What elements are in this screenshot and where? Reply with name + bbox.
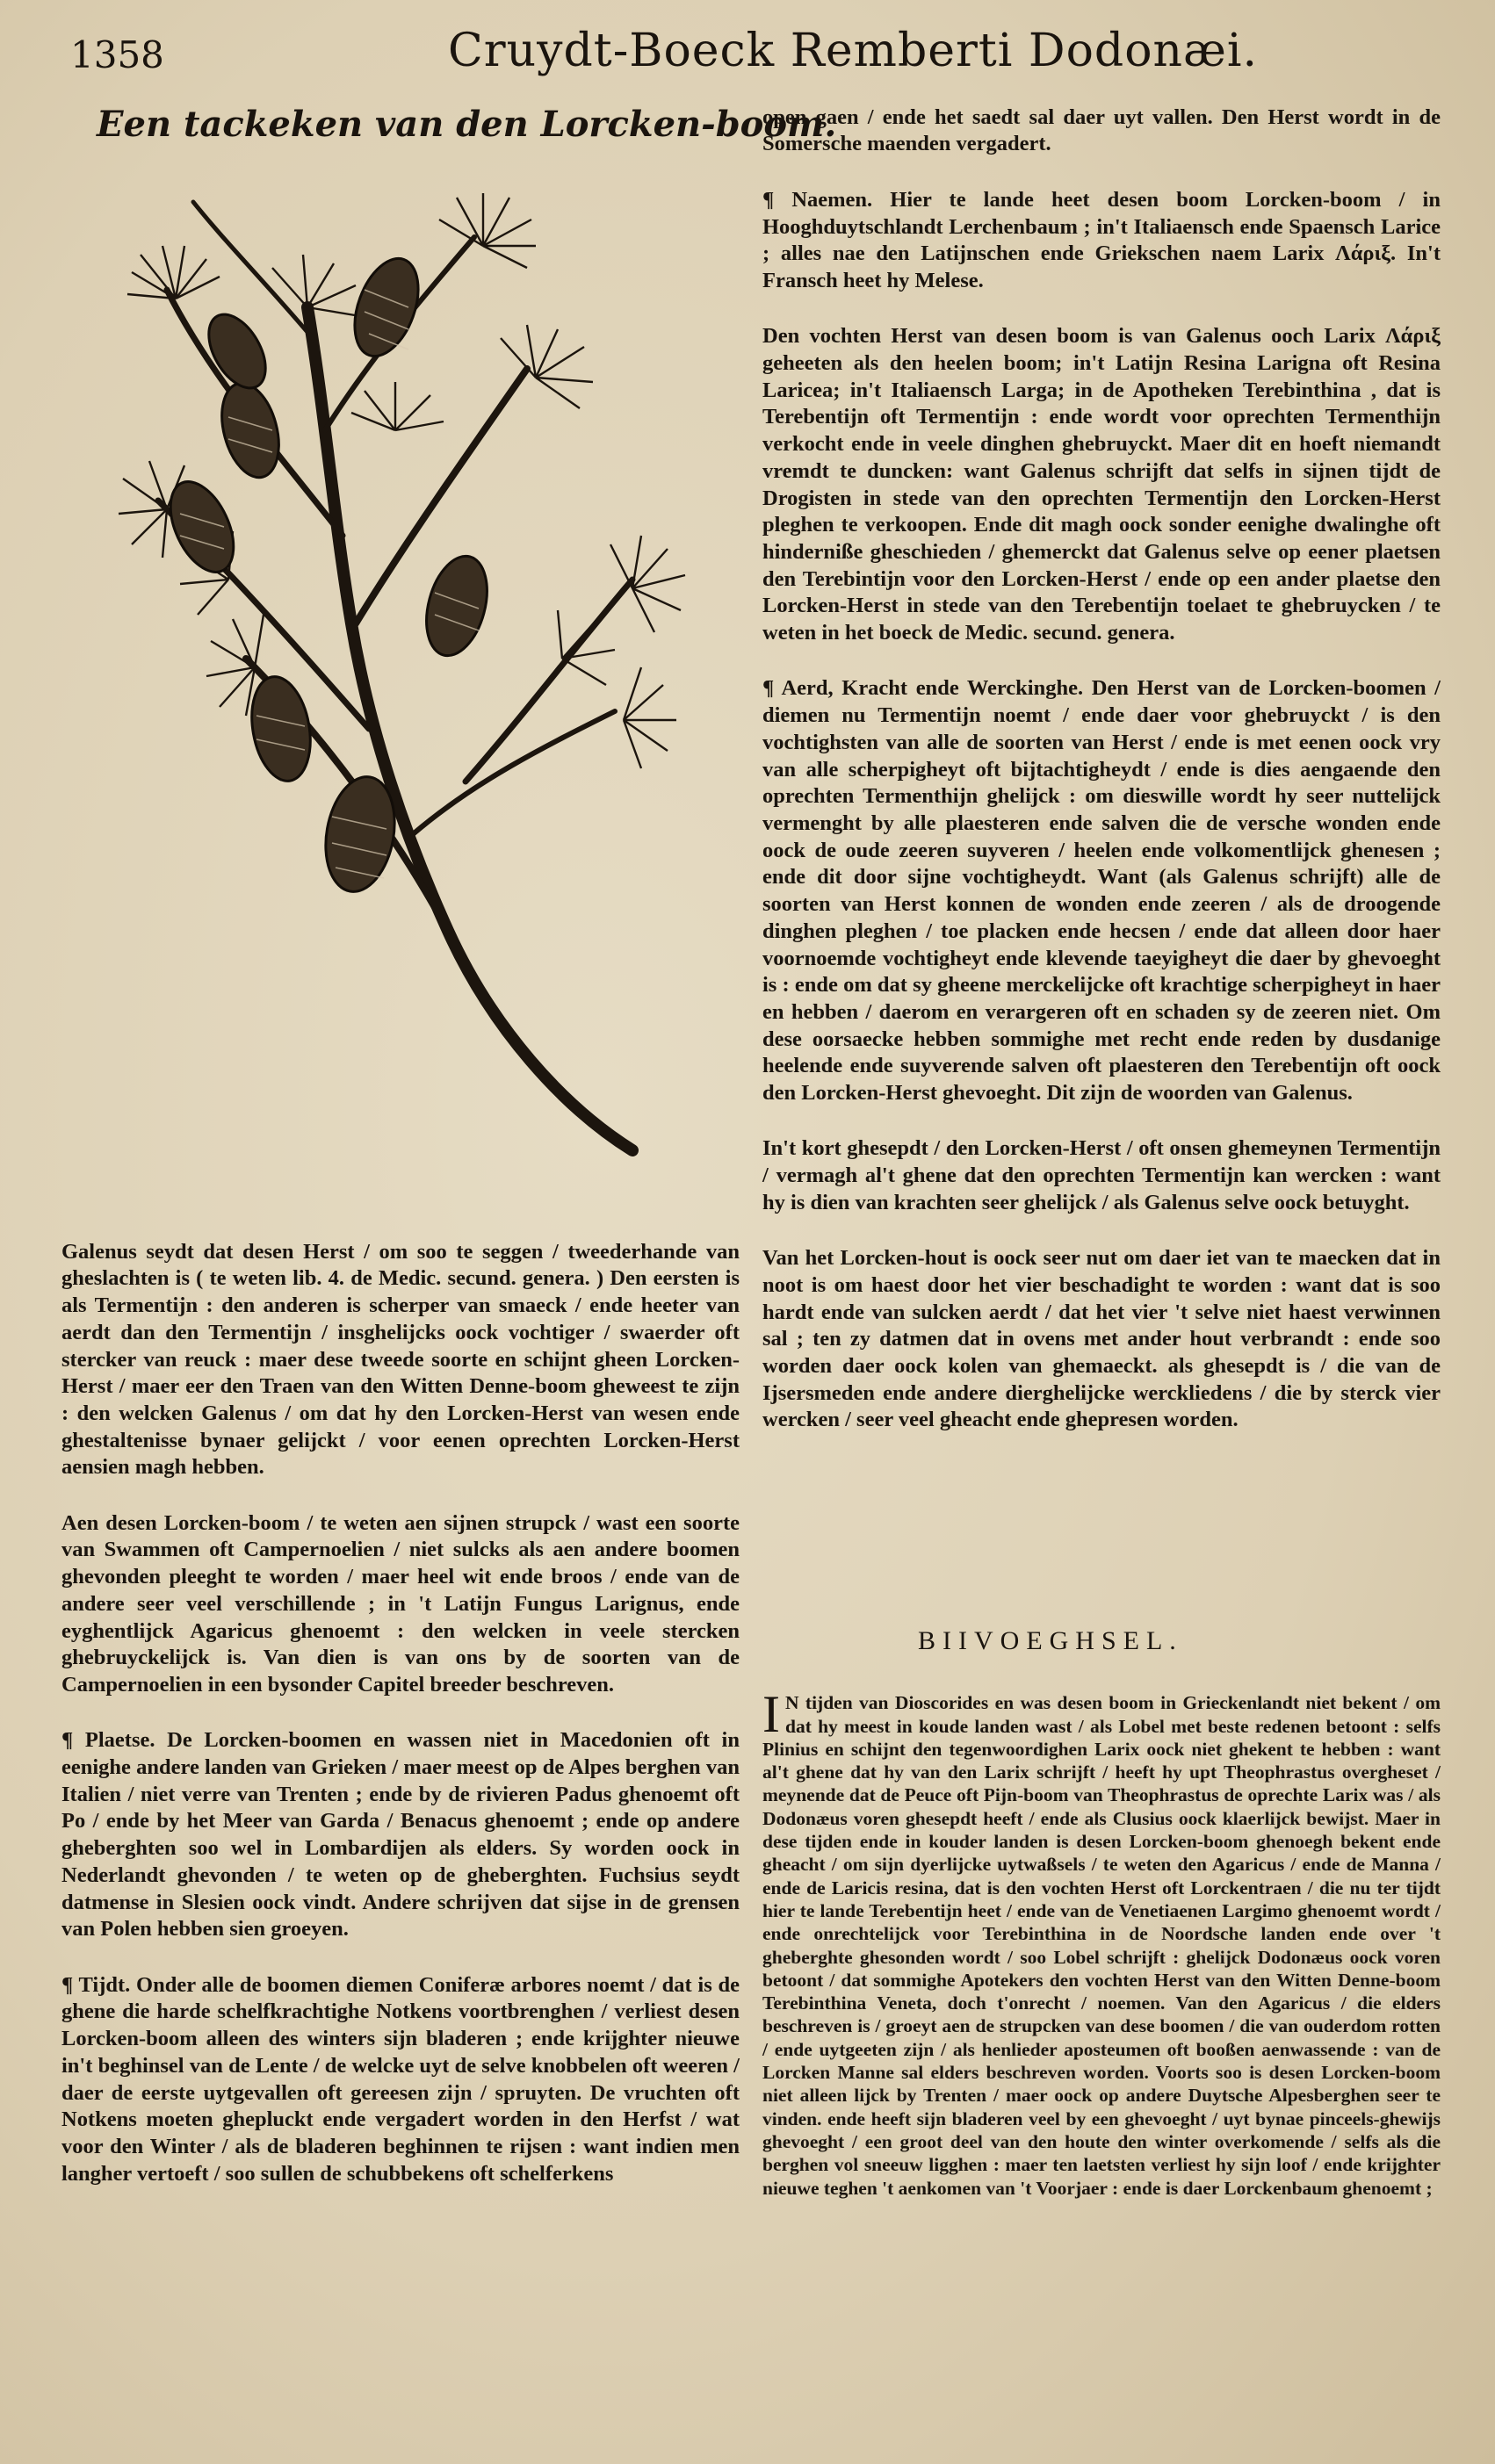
paragraph: Galenus seydt dat desen Herst / om soo te seggen / tweederhande van gheslachten is ( te weten lib. 4. de Medic. secund. genera. ) Den eersten is als Termentijn : den anderen is scherper van smaeck / ende heeter van aerdt dan den Termentijn / insghelijcks oock vochtiger / swaerder oft stercker van reuck : maer dese tweede soorte en schijnt gheen Lorcken-Herst / maer eer den Traen van den Witten Denne-boom gheweest te zijn : den welcken Galenus / om dat hy den Lorcken-Herst van wesen ende ghestaltenisse bynaer gelijckt / voor eenen oprechten Lorcken-Herst aensien magh hebben. — [61, 1239, 740, 1480]
addendum-heading: BIIVOEGHSEL. — [918, 1626, 1183, 1655]
paragraph: ¶ Aerd, Kracht ende Werckinghe. Den Herst van de Lorcken-boomen / diemen nu Termentijn noemt / ende daer voor ghebruyckt / is den vochtighsten van alle de soorten van Herst / ende is met eenen oock vry van alle scherpigheyt oft bijtachtigheydt / ende is dies aengaende den oprechten Termenthijn ghelijck : om dieswille wordt hy seer nuttelijck vermenght by alle plaesteren ende salven die de versche wonden ende oock de oude zeeren suyveren / heelen ende volkomentlijck ghenesen ; ende dit door sijne vochtigheydt. Want (als Galenus schrijft) alle de soorten van Herst konnen de wonden ende zeeren / als de droogende dinghen pleghen / toe placken ende hecsen / ende dat alleen door haer voornoemde vochtigheyt ende klevende taeyigheyt die daer by ghevoeght is : ende om dat sy gheene merckelijcke oft krachtige scherpigheyt in haer en hebben / daerom en verargeren oft en schaden sy de zeeren niet. Om dese oorsaecke hebben sommighe met recht ende reden by dusdanige heelende ende suyverende salven oft plaesteren den Terebentijn oft oock den Lorcken-Herst ghevoeght. Dit zijn de woorden van Galenus. — [762, 676, 1441, 1106]
paragraph: ¶ Tijdt. Onder alle de boomen diemen Coniferæ arbores noemt / dat is de ghene die harde schelfkrachtighe Notkens voortbrenghen / verliest desen Lorcken-boom alleen des winters sijn bladeren ; ende krijghter nieuwe in't beghinsel van de Lente / de welcke uyt de selve knobbelen oft weeren / daer de eerste uytgevallen oft gereesen zijn / spruyten. De vruchten oft Notkens moeten ghepluckt ende vergadert worden in den Herfst / wat voor den Winter / als de bladeren beghinnen te rijsen : want indien men langher vertoeft / soo sullen de schubbekens oft schelferkens — [61, 1972, 740, 2186]
paragraph: In't kort ghesepdt / den Lorcken-Herst / oft onsen ghemeynen Termentijn / vermagh al't ghene dat den oprechten Termentijn kan wercken : want hy is dien van krachten seer ghelijck / als Galenus selve oock betuyght. — [762, 1136, 1441, 1214]
drop-cap: I — [762, 1685, 780, 1744]
paragraph: Van het Lorcken-hout is oock seer nut om daer iet van te maecken dat in noot is om haest door het vier beschadight te worden : want dat is soo hardt ende van sulcken aerdt / dat het vier 't selve niet haest verwinnen sal ; ten zy datmen dat in ovens met ander hout verbrandt : ende soo worden daer oock kolen van ghemaeckt. als ghesepdt is / die van de Ijsersmeden ende andere dierghelijcke werckliedens / die by sterck vier wercken / seer veel gheacht ende ghepresen worden. — [762, 1246, 1441, 1432]
figure-caption: Een tackeken van den Lorcken-boom. — [97, 104, 837, 145]
addendum-body — [762, 1668, 1441, 2441]
larch-branch-woodcut — [105, 167, 720, 1185]
paragraph: ¶ Naemen. Hier te lande heet desen boom Lorcken-boom / in Hooghduytschlandt Lerchenbaum ; in't Italiaensch ende Spaensch Larice ; alles nae den Latijnschen ende Griekschen naem Larix Λάριξ. In't Fransch heet hy Melese. — [762, 187, 1441, 292]
left-column-bottom — [61, 1212, 740, 2424]
paragraph: Aen desen Lorcken-boom / te weten aen sijnen strupck / wast een soorte van Swammen oft Campernoelien / niet sulcks als aen andere boomen ghevonden pleeght te worden / maer heel wit ende broos / ende van de andere seer veel verschillende ; in 't Latijn Fungus Larignus, ende eyghentlijck Agaricus ghenoemt : den welcken in veele stercken ghebruyckelijck is. Van dien is van ons by de soorten van de Campernoelien in een bysonder Capitel breeder beschreven. — [61, 1510, 740, 1697]
paragraph: open gaen / ende het saedt sal daer uyt vallen. Den Herst wordt in de Somersche maenden vergadert. — [762, 104, 1441, 156]
paragraph: Den vochten Herst van desen boom is van Galenus ooch Larix Λάριξ geheeten als den heelen boom; in't Latijn Resina Larigna oft Resina Laricea; in't Italiaensch Larga; in de Apotheken Terebinthina , dat is Terebentijn oft Termentijn : ende wordt voor oprechten Termenthijn verkocht ende in veele dinghen ghebruyckt. Maer dit en hoeft niemandt vremdt te duncken: want Galenus schrijft dat selfs in sijnen tijdt de Drogisten in stede van den oprechten Termentijn den Lorcken-Herst pleghen te verkoopen. Ende dit magh oock sonder eenighe dwalinghe oft hinderniße gheschieden / ghemerckt dat Galenus selve op eener plaetsen den Terebintijn voor den Lorcken-Herst / ende op een ander plaetse den Lorcken-Herst in stede van den Terebentijn toelaet te ghebruycken / te weten in het boeck de Medic. secund. genera. — [762, 324, 1441, 645]
page-number: 1358 — [70, 33, 164, 76]
addendum-text: N tijden van Dioscorides en was desen boom in Grieckenlandt niet bekent / om dat hy meest in koude landen wast / als Lobel met beste redenen betoont : selfs Plinius en schijnt den tegenwoordighen Larix oock niet ghekent te hebben : want al't ghene dat hy van den Larix schrijft / heeft hy upt Theophrastus overgheset / meynende dat de Peuce oft Pijn-boom van Theophrastus de oprechte Larix was / als Dodonæus voren ghesepdt heeft / ende als Clusius oock klaerlijck bewijst. Maer in dese tijden ende in kouder landen is desen Lorcken-boom ghenoegh bekent ende gheacht / om sijn dyerlijcke uytwaßsels / te weten den Agaricus / ende de Manna / ende de Laricis resina, dat is den vochten Herst oft Lorckentraen / die nu ter tijdt hier te lande Terebentijn heet / ende van de Venetiaenen Largimo ghenoemt wordt / ende onrechtelijck voor Terebinthina in de Noordsche landen ende over 't gheberghte ghesonden wordt / soo Lobel schrijft : ghelijck Dodonæus oock voren betoont / dat sommighe Apotekers den vochten Herst van den Witten Denne-boom Terebinthina Veneta, doch t'onrecht / noemen. Van den Agaricus / die elders beschreven is / groeyt aen de strupcken van dese boomen / die van ouderdom rotten / ende uytgeeten zijn / als henlieder aposteumen oft booßen aenwassende : van de Lorcken Manne sal elders beschreven worden. Voorts soo is desen Lorcken-boom niet alleen lijck by Trenten / maer oock op andere Duytsche Alpesberghen seer te vinden. ende heeft sijn bladeren veel by een ghevoeght / uyt bynae pinceels-ghewijs ghevoeght / een groot deel van den houte den winter overkomende / selfs als die berghen vol sneeuw ligghen : maer ten laetsten verliest hy sijn loof / ende krijghter nieuwe teghen 't aenkomen van 't Voorjaer : ende is daer Lorckenbaum ghenoemt ; — [762, 1692, 1441, 2199]
paragraph: ¶ Plaetse. De Lorcken-boomen en wassen niet in Macedonien oft in eenighe andere landen van Grieken / maer meest op de Alpes berghen van Italien / niet verre van Trenten ; ende by de rivieren Padus ghenoemt oft Po / ende by het Meer van Garda / Benacus ghenoemt ; ende op andere gheberghten soo wel in Lombardijen als elders. Sy worden oock in Nederlandt ghevonden / te weten op de gheberghten. Fuchsius seydt datmense in Slesien oock vindt. Andere schrijven dat sijse in de grensen van Polen hebben sien groeyen. — [61, 1728, 740, 1942]
book-title: Cruydt-Boeck Remberti Dodonæi. — [448, 25, 1259, 77]
right-column-top — [762, 77, 1441, 1614]
